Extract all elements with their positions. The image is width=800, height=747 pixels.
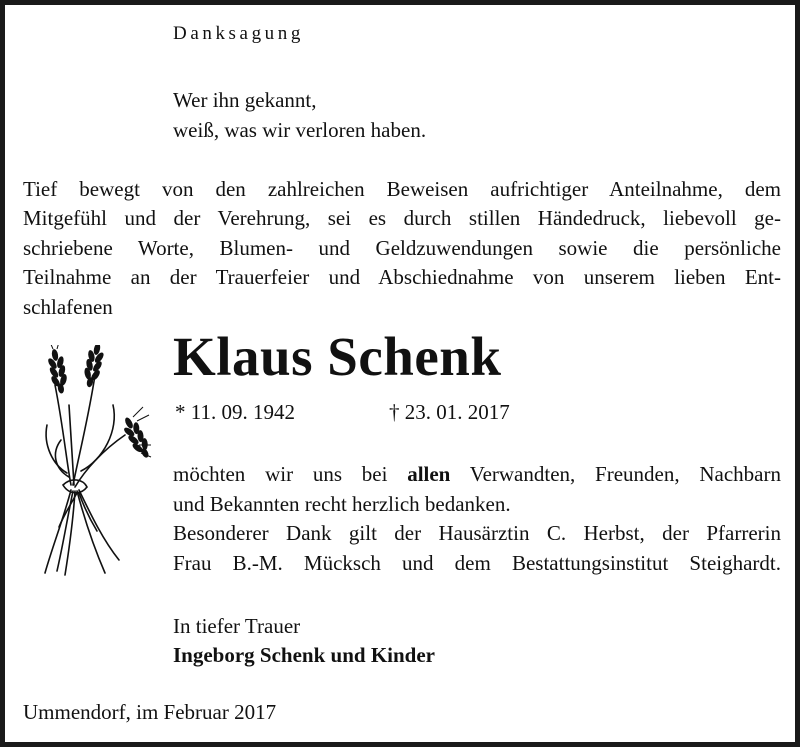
- family-signature: Ingeborg Schenk und Kinder: [173, 643, 435, 667]
- motto-line-2: weiß, was wir verloren haben.: [173, 118, 427, 142]
- intro-line: Mitgefühl und der Verehrung, sei es durch stillen Händedruck, liebevoll ge-: [23, 206, 781, 231]
- thanks-line-4: Frau B.-M. Mücksch und dem Bestattungsinstitut Steighardt.: [173, 550, 781, 575]
- emphasis-all: allen: [407, 462, 451, 486]
- birth-date: * 11. 09. 1942: [175, 400, 295, 424]
- notice-heading: Danksagung: [173, 23, 304, 44]
- thanks-text: Verwandten, Freunden, Nachbarn: [450, 462, 781, 486]
- intro-paragraph: [23, 175, 781, 322]
- thanks-line-3: Besonderer Dank gilt der Hausärztin C. Herbst, der Pfarrerin: [173, 521, 781, 546]
- intro-line: Teilnahme an der Trauerfeier und Abschiednahme von unserem lieben Ent-: [23, 265, 781, 290]
- thanks-paragraph: [173, 460, 781, 578]
- deceased-name: Klaus Schenk: [173, 326, 502, 387]
- thanks-line-1: [173, 460, 781, 490]
- motto-line-1: Wer ihn gekannt,: [173, 88, 317, 112]
- intro-line: schriebene Worte, Blumen- und Geldzuwendungen sowie die persönliche: [23, 235, 781, 260]
- wheat-sheaf-icon: [33, 345, 153, 580]
- place-date: Ummendorf, im Februar 2017: [23, 700, 277, 724]
- death-date: † 23. 01. 2017: [389, 400, 510, 424]
- signoff: In tiefer Trauer: [173, 614, 301, 638]
- intro-line: Tief bewegt von den zahlreichen Beweisen aufrichtiger Anteilnahme, dem: [23, 177, 781, 201]
- thanks-line-2: und Bekannten recht herzlich bedanken.: [173, 491, 511, 516]
- intro-line: schlafenen: [23, 294, 113, 319]
- thanks-text: möchten wir uns bei: [173, 462, 408, 486]
